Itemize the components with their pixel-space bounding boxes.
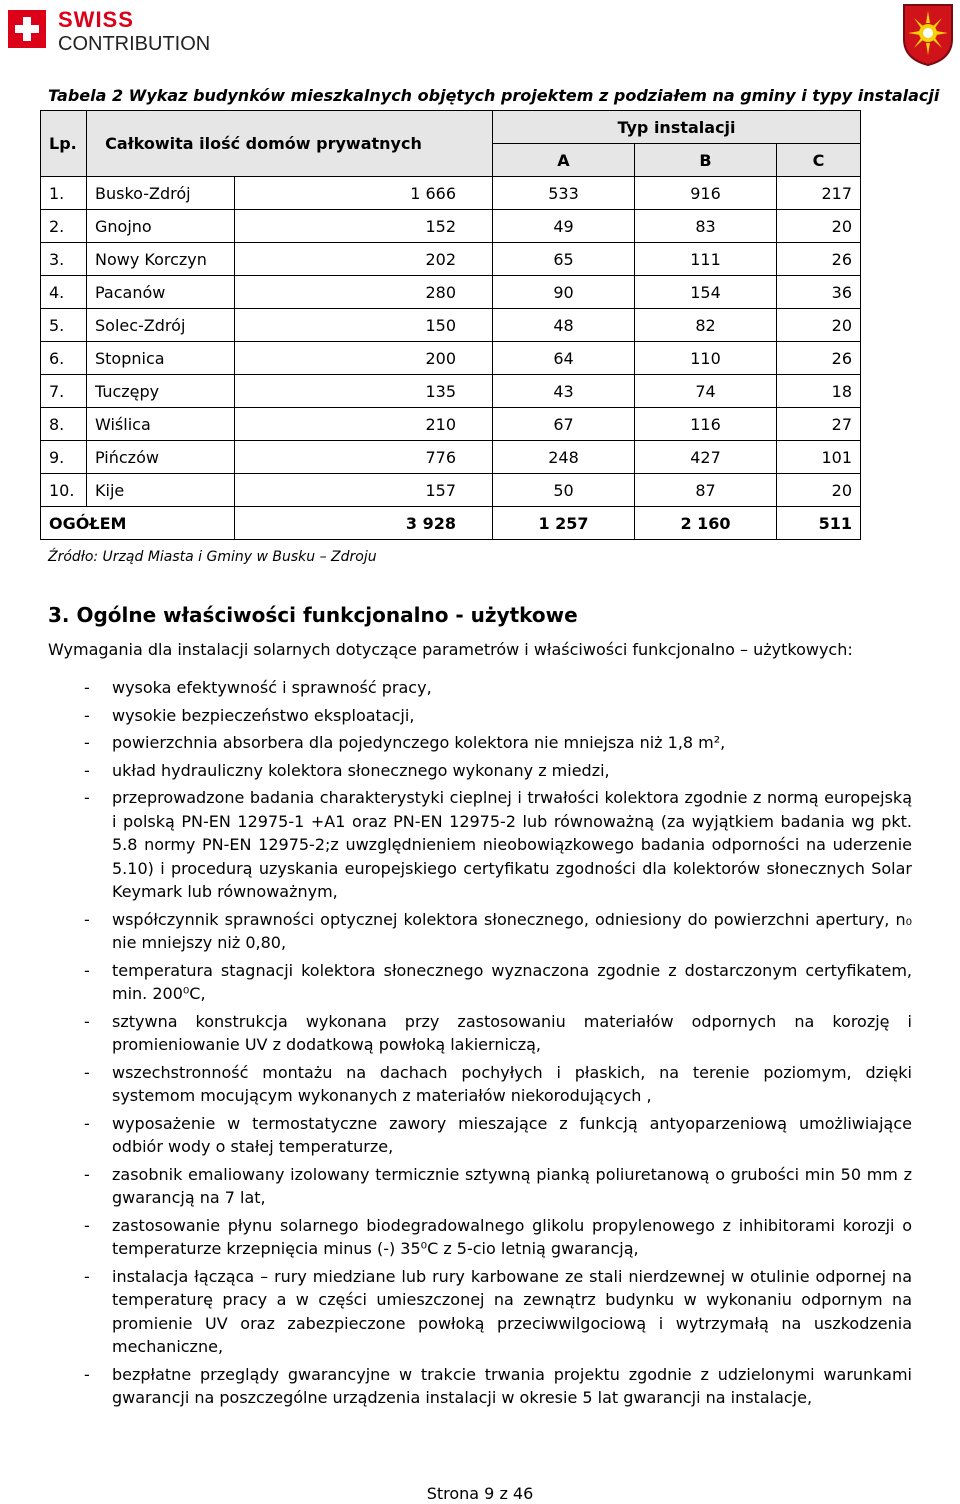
list-item (84, 731, 912, 755)
total-a: 1 257 (493, 507, 635, 540)
list-item-text: układ hydrauliczny kolektora słonecznego wykonany z miedzi, (112, 760, 610, 780)
row-c: 20 (777, 210, 861, 243)
row-a: 67 (493, 408, 635, 441)
list-item-text: wysoka efektywność i sprawność pracy, (112, 678, 432, 697)
list-dash: - (84, 909, 90, 929)
logo-line1: SWISS (58, 7, 134, 32)
row-c: 217 (777, 177, 861, 210)
row-b: 82 (635, 309, 777, 342)
row-lp: 7. (41, 375, 87, 408)
list-item-text: przeprowadzone badania charakterystyki cieplnej i trwałości kolektora zgodnie z normą europejską i polską PN-EN 12975-1 +A1 oraz PN-EN 12975-2 lub równoważną (za wyjątkiem badania wg pkt. 5.8 normy PN-EN 12975-2;z uwzględnieniem nieobowiązkowego badania odporności na uderzenie 5.10) i procedurą uzyskania europejskiego certyfikatu zgodności dla kolektorów słonecznych Solar Keymark lub równoważnym, (112, 788, 912, 901)
row-name: Gnojno (87, 210, 235, 243)
list-dash: - (84, 760, 90, 780)
row-total: 150 (235, 309, 493, 342)
table-row (41, 375, 861, 408)
row-c: 101 (777, 441, 861, 474)
row-lp: 3. (41, 243, 87, 276)
list-item-text: wszechstronność montażu na dachach pochyłych i płaskich, na terenie poziomym, dzięki systemom mocującym wykonanych z materiałów niekorodujących , (112, 1062, 912, 1105)
row-c: 26 (777, 342, 861, 375)
row-name: Pacanów (87, 276, 235, 309)
row-a: 43 (493, 375, 635, 408)
list-item (84, 1265, 912, 1359)
row-name: Solec-Zdrój (87, 309, 235, 342)
row-b: 916 (635, 177, 777, 210)
table-row (41, 210, 861, 243)
table-row (41, 441, 861, 474)
row-c: 20 (777, 474, 861, 507)
row-b: 154 (635, 276, 777, 309)
row-total: 157 (235, 474, 493, 507)
list-item (84, 676, 912, 700)
row-lp: 2. (41, 210, 87, 243)
list-item (84, 1214, 912, 1261)
col-a-header: A (493, 144, 635, 177)
total-all: 3 928 (235, 507, 493, 540)
list-item-text: instalacja łącząca – rury miedziane lub rury karbowane ze stali nierdzewnej w otulinie odpornej na temperaturę pracy a w części umieszczonej na zewnątrz budynku w wykonaniu odpornym na promienie UV oraz zabezpieczone powłoką przeciwwilgociową i wytrzymałą na uszkodzenia mechaniczne, (112, 1266, 912, 1356)
row-a: 64 (493, 342, 635, 375)
swiss-contribution-logo (8, 4, 228, 56)
table-row (41, 309, 861, 342)
row-lp: 1. (41, 177, 87, 210)
list-item (84, 1112, 912, 1159)
col-total-header: Całkowita ilość domów prywatnych (87, 111, 493, 177)
list-dash: - (84, 1364, 90, 1384)
row-c: 18 (777, 375, 861, 408)
row-b: 83 (635, 210, 777, 243)
row-b: 427 (635, 441, 777, 474)
requirements-list (84, 676, 912, 1414)
row-b: 87 (635, 474, 777, 507)
table-header-row-1 (41, 111, 861, 144)
list-item (84, 1010, 912, 1057)
row-total: 1 666 (235, 177, 493, 210)
row-a: 49 (493, 210, 635, 243)
list-dash: - (84, 788, 90, 807)
row-total: 200 (235, 342, 493, 375)
list-item-text: zasobnik emaliowany izolowany termicznie sztywną pianką poliuretanową o grubości min 50 mm z gwarancją na 7 lat, (112, 1164, 912, 1207)
row-a: 533 (493, 177, 635, 210)
list-dash: - (84, 733, 90, 752)
row-c: 26 (777, 243, 861, 276)
list-item (84, 1061, 912, 1108)
swiss-flag-icon (8, 10, 46, 48)
row-total: 210 (235, 408, 493, 441)
row-b: 111 (635, 243, 777, 276)
row-total: 202 (235, 243, 493, 276)
row-c: 27 (777, 408, 861, 441)
row-a: 48 (493, 309, 635, 342)
row-lp: 9. (41, 441, 87, 474)
page-number: Strona 9 z 46 (426, 1484, 534, 1503)
list-dash: - (84, 1062, 90, 1082)
table-row (41, 276, 861, 309)
list-dash: - (84, 705, 90, 725)
list-dash: - (84, 1164, 90, 1184)
row-name: Stopnica (87, 342, 235, 375)
list-item-text: zastosowanie płynu solarnego biodegradowalnego glikolu propylenowego z inhibitorami korozji o temperaturze krzepnięcia minus (-) 35⁰C z 5-cio letnią gwarancją, (112, 1215, 912, 1258)
col-b-header: B (635, 144, 777, 177)
list-item (84, 908, 912, 955)
list-dash: - (84, 678, 90, 697)
section-intro: Wymagania dla instalacji solarnych dotyczące parametrów i właściwości funkcjonalno – użytkowych: (48, 640, 853, 659)
row-b: 74 (635, 375, 777, 408)
row-name: Busko-Zdrój (87, 177, 235, 210)
list-dash: - (84, 1215, 90, 1235)
row-total: 280 (235, 276, 493, 309)
section-heading: 3. Ogólne właściwości funkcjonalno - użytkowe (48, 603, 578, 627)
row-a: 90 (493, 276, 635, 309)
list-dash: - (84, 1011, 90, 1031)
row-name: Nowy Korczyn (87, 243, 235, 276)
list-item-text: powierzchnia absorbera dla pojedynczego kolektora nie mniejsza niż 1,8 m², (112, 733, 726, 752)
row-b: 116 (635, 408, 777, 441)
col-type-header: Typ instalacji (493, 111, 861, 144)
row-c: 20 (777, 309, 861, 342)
row-lp: 5. (41, 309, 87, 342)
row-a: 50 (493, 474, 635, 507)
list-item-text: wysokie bezpieczeństwo eksploatacji, (112, 705, 415, 725)
list-item (84, 1163, 912, 1210)
row-lp: 4. (41, 276, 87, 309)
table-row (41, 177, 861, 210)
row-total: 776 (235, 441, 493, 474)
row-total: 135 (235, 375, 493, 408)
row-name: Pińczów (87, 441, 235, 474)
table-total-row (41, 507, 861, 540)
list-item-text: wyposażenie w termostatyczne zawory mieszające z funkcją antyoparzeniową umożliwiające odbiór wody o stałej temperaturze, (112, 1113, 912, 1156)
row-name: Tuczępy (87, 375, 235, 408)
table-row (41, 243, 861, 276)
row-lp: 10. (41, 474, 87, 507)
table-row (41, 408, 861, 441)
logo-line2: CONTRIBUTION (58, 33, 211, 55)
list-dash: - (84, 960, 90, 980)
row-total: 152 (235, 210, 493, 243)
col-c-header: C (777, 144, 861, 177)
table-row (41, 474, 861, 507)
list-item (84, 759, 912, 783)
table-source: Źródło: Urząd Miasta i Gminy w Busku – Zdroju (48, 549, 377, 565)
list-item (84, 786, 912, 904)
coat-of-arms-icon (902, 3, 954, 67)
list-item-text: sztywna konstrukcja wykonana przy zastosowaniu materiałów odpornych na korozję i promieniowanie UV z dodatkową powłoką lakierniczą, (112, 1011, 912, 1054)
list-item-text: współczynnik sprawności optycznej kolektora słonecznego, odniesiony do powierzchni apertury, n₀ nie mniejszy niż 0,80, (112, 909, 912, 952)
list-item (84, 704, 912, 728)
list-item (84, 1363, 912, 1410)
total-b: 2 160 (635, 507, 777, 540)
list-item-text: temperatura stagnacji kolektora słonecznego wyznaczona zgodnie z dostarczonym certyfikatem, min. 200⁰C, (112, 960, 912, 1003)
row-name: Kije (87, 474, 235, 507)
list-item-text: bezpłatne przeglądy gwarancyjne w trakcie trwania projektu zgodnie z udzielonymi warunkami gwarancji na poszczególne urządzenia instalacji w okresie 5 lat gwarancji na instalacje, (112, 1364, 912, 1407)
row-lp: 6. (41, 342, 87, 375)
row-name: Wiślica (87, 408, 235, 441)
col-lp-header: Lp. (41, 111, 87, 177)
list-item (84, 959, 912, 1006)
list-dash: - (84, 1266, 90, 1286)
list-dash: - (84, 1113, 90, 1133)
total-c: 511 (777, 507, 861, 540)
buildings-table (40, 110, 861, 540)
row-c: 36 (777, 276, 861, 309)
table-row (41, 342, 861, 375)
table-caption: Tabela 2 Wykaz budynków mieszkalnych objętych projektem z podziałem na gminy i typy instalacji (48, 86, 940, 105)
row-lp: 8. (41, 408, 87, 441)
row-a: 248 (493, 441, 635, 474)
row-a: 65 (493, 243, 635, 276)
row-b: 110 (635, 342, 777, 375)
total-label: OGÓŁEM (41, 507, 235, 540)
